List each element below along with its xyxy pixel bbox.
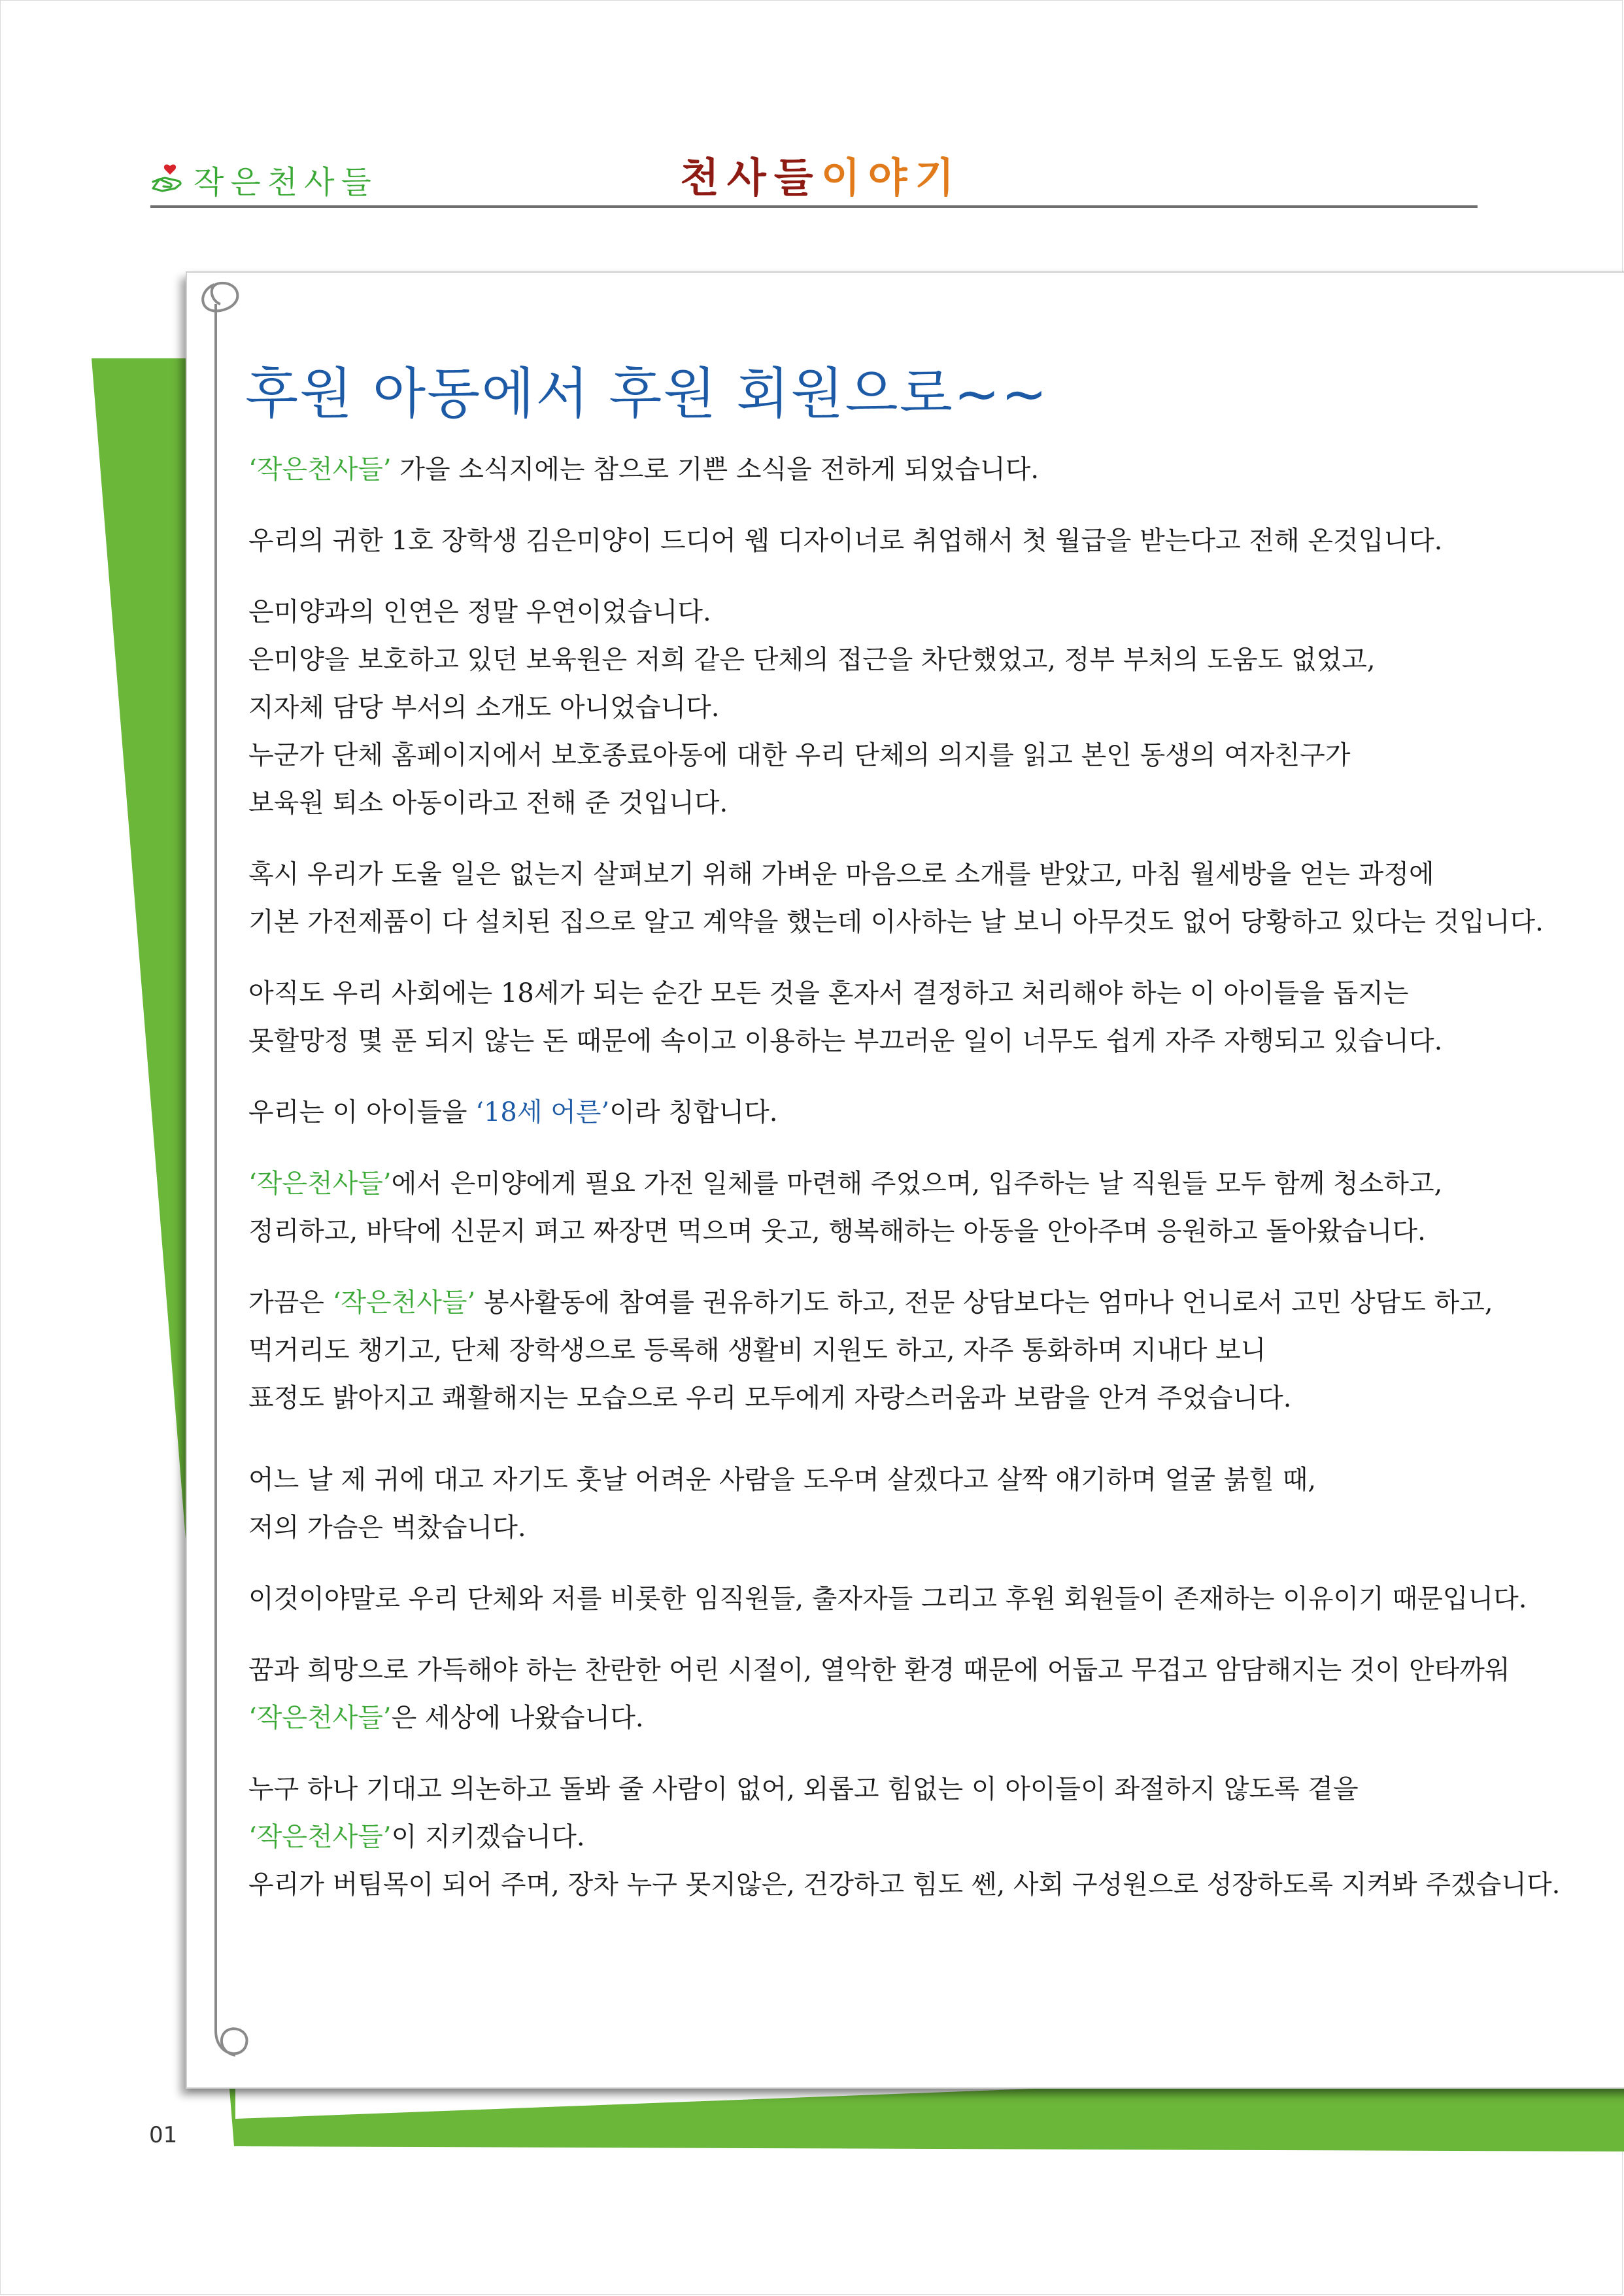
article-line xyxy=(248,1279,1563,1327)
keyword-highlight: ‘18세 어른’ xyxy=(475,1097,610,1127)
article-line xyxy=(248,1089,1563,1137)
line-text: 에서 은미양에게 필요 가전 일체를 마련해 주었으며, 입주하는 날 직원들 모두 함께 청소하고, xyxy=(391,1169,1443,1199)
article-line xyxy=(248,899,1563,946)
line-text: 가끔은 xyxy=(248,1288,333,1318)
article-line xyxy=(248,970,1563,1018)
line-text: 이것이야말로 우리 단체와 저를 비롯한 임직원들, 출자자들 그리고 후원 회원들이 존재하는 이유이기 때문입니다. xyxy=(248,1584,1527,1614)
line-text: 아직도 우리 사회에는 18세가 되는 순간 모든 것을 혼자서 결정하고 처리해야 하는 이 아이들을 돕지는 xyxy=(248,978,1409,1008)
article-line xyxy=(248,1861,1563,1909)
line-text: 혹시 우리가 도울 일은 없는지 살펴보기 위해 가벼운 마음으로 소개를 받았고, 마침 월세방을 얻는 과정에 xyxy=(248,859,1434,889)
org-name-highlight: ‘작은천사들’ xyxy=(332,1288,476,1318)
article-line xyxy=(248,517,1563,565)
article-line xyxy=(248,1018,1563,1065)
article-body xyxy=(248,446,1563,1909)
article-line xyxy=(248,780,1563,827)
line-text: 누군가 단체 홈페이지에서 보호종료아동에 대한 우리 단체의 의지를 읽고 본인 동생의 여자친구가 xyxy=(248,740,1351,770)
line-text: 우리의 귀한 1호 장학생 김은미양이 드디어 웹 디자이너로 취업해서 첫 월급을 받는다고 전해 온것입니다. xyxy=(248,526,1443,556)
line-text: 봉사활동에 참여를 권유하기도 하고, 전문 상담보다는 엄마나 언니로서 고민 상담도 하고, xyxy=(475,1288,1493,1318)
line-text: 이 지키겠습니다. xyxy=(391,1822,585,1852)
line-text: 표정도 밝아지고 쾌활해지는 모습으로 우리 모두에게 자랑스러움과 보람을 안겨 주었습니다. xyxy=(248,1383,1292,1413)
line-text: 보육원 퇴소 아동이라고 전해 준 것입니다. xyxy=(248,788,728,818)
line-text: 꿈과 희망으로 가득해야 하는 찬란한 어린 시절이, 열악한 환경 때문에 어둡고 무겁고 암담해지는 것이 안타까워 xyxy=(248,1655,1510,1685)
line-text: 정리하고, 바닥에 신문지 펴고 짜장면 먹으며 웃고, 행복해하는 아동을 안아주며 응원하고 돌아왔습니다. xyxy=(248,1216,1426,1246)
section-title-part2: 이야기 xyxy=(820,154,962,201)
section-title xyxy=(680,145,962,203)
line-text: 누구 하나 기대고 의논하고 돌봐 줄 사람이 없어, 외롭고 힘없는 이 아이들이 좌절하지 않도록 곁을 xyxy=(248,1774,1359,1804)
org-name-highlight: ‘작은천사들’ xyxy=(248,1169,392,1199)
article-line xyxy=(248,1504,1563,1552)
article-line xyxy=(248,1456,1563,1504)
org-name-highlight: ‘작은천사들’ xyxy=(248,1822,392,1852)
article-line xyxy=(248,636,1563,684)
line-text: 우리는 이 아이들을 xyxy=(248,1097,476,1127)
article-line xyxy=(248,732,1563,780)
org-name-highlight: ‘작은천사들’ xyxy=(248,1703,392,1733)
article-line xyxy=(248,446,1563,494)
line-text: 은 세상에 나왔습니다. xyxy=(391,1703,644,1733)
article-line xyxy=(248,1208,1563,1256)
article-line xyxy=(248,1813,1563,1861)
line-text: 은미양을 보호하고 있던 보육원은 저희 같은 단체의 접근을 차단했었고, 정부 부처의 도움도 없었고, xyxy=(248,645,1376,675)
line-text: 우리가 버팀목이 되어 주며, 장차 누구 못지않은, 건강하고 힘도 쎈, 사회 구성원으로 성장하도록 지켜봐 주겠습니다. xyxy=(248,1870,1561,1900)
article-line xyxy=(248,1694,1563,1742)
line-text: 은미양과의 인연은 정말 우연이었습니다. xyxy=(248,597,711,627)
article-line xyxy=(248,851,1563,899)
page-number: 01 xyxy=(149,2122,178,2148)
brand-name: 작은천사들 xyxy=(194,164,378,201)
brand-logo xyxy=(150,157,378,202)
line-text: 저의 가슴은 벅찼습니다. xyxy=(248,1513,526,1543)
article-line xyxy=(248,1647,1563,1694)
line-text: 가을 소식지에는 참으로 기쁜 소식을 전하게 되었습니다. xyxy=(391,454,1040,485)
article-line xyxy=(248,589,1563,636)
page-header xyxy=(150,131,1478,209)
line-text: 지자체 담당 부서의 소개도 아니었습니다. xyxy=(248,693,720,723)
line-text: 먹거리도 챙기고, 단체 장학생으로 등록해 생활비 지원도 하고, 자주 통화하며 지내다 보니 xyxy=(248,1335,1266,1365)
line-text: 어느 날 제 귀에 대고 자기도 훗날 어려운 사람을 도우며 살겠다고 살짝 얘기하며 얼굴 붉힐 때, xyxy=(248,1465,1317,1495)
section-title-part1: 천사들 xyxy=(680,154,821,201)
article-line xyxy=(248,684,1563,732)
org-name-highlight: ‘작은천사들’ xyxy=(248,454,392,485)
line-text: 이라 칭합니다. xyxy=(609,1097,778,1127)
article-line xyxy=(248,1766,1563,1813)
line-text: 못할망정 몇 푼 되지 않는 돈 때문에 속이고 이용하는 부끄러운 일이 너무도 쉽게 자주 자행되고 있습니다. xyxy=(248,1026,1443,1056)
line-text: 기본 가전제품이 다 설치된 집으로 알고 계약을 했는데 이사하는 날 보니 아무것도 없어 당황하고 있다는 것입니다. xyxy=(248,907,1544,937)
article-line xyxy=(248,1575,1563,1623)
heart-hand-icon xyxy=(150,163,188,196)
article-title: 후원 아동에서 후원 회원으로~~ xyxy=(245,362,1049,426)
header-divider xyxy=(150,205,1478,208)
article-line xyxy=(248,1375,1563,1422)
article-line xyxy=(248,1327,1563,1375)
article-line xyxy=(248,1160,1563,1208)
